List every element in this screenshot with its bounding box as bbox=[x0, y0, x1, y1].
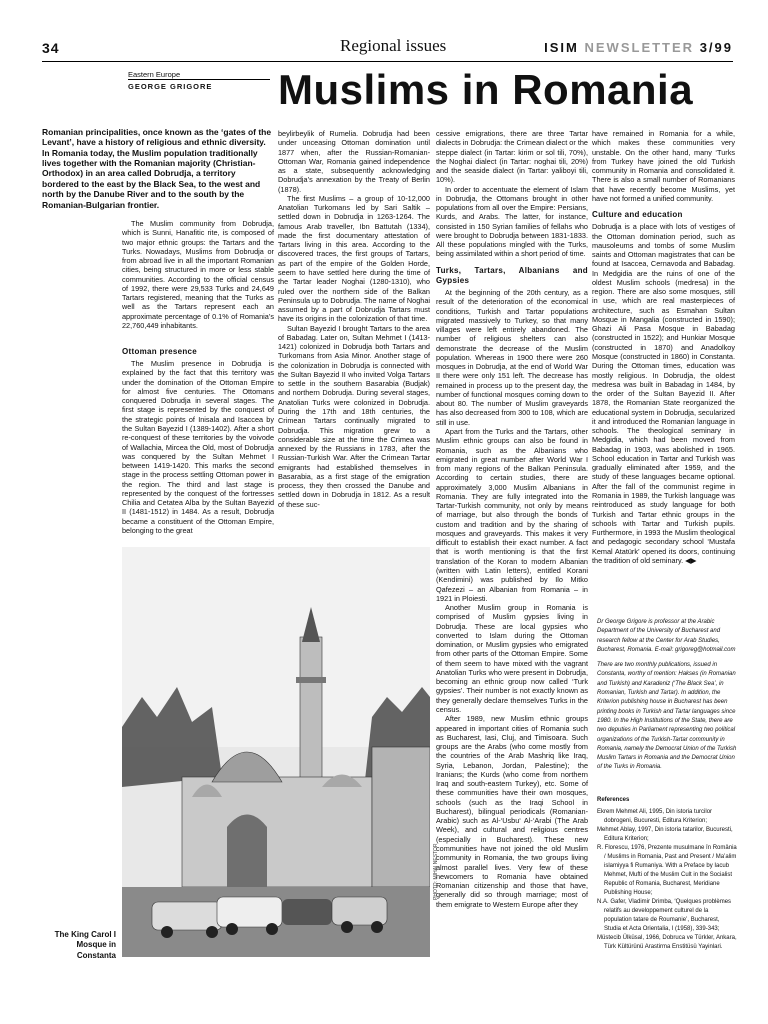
region-label: Eastern Europe bbox=[128, 70, 270, 80]
reference-item: Müstecib Ülküsal, 1966, Dobruca ve Türkler, Ankara, Türk Kültürünü Arastirma Enstitüsü Yayinlari. bbox=[597, 935, 737, 950]
paragraph: cessive emigrations, there are three Tartar dialects in Dobrudja: the Crimean dialect or the steppe dialect (in Tartar: kirim or sol tili, 70%), the Noghai dialect (in Tartar: noghai tili, 20%) and the seaside dialect (in Tartar: yaliboyi tili, 10%). bbox=[436, 129, 588, 185]
photo-caption: The King Carol I Mosque in Constanta bbox=[54, 930, 116, 960]
references-heading: References bbox=[597, 797, 630, 803]
column-4 bbox=[592, 129, 735, 565]
author-name: GEORGE GRIGORE bbox=[128, 82, 213, 91]
photo-credit: PHOTO: MIHAI NESTOR bbox=[433, 843, 439, 900]
heading-culture: Culture and education bbox=[592, 210, 683, 220]
heading-turks-tartars: Turks, Tartars, Albanians and Gypsies bbox=[436, 265, 588, 285]
article-title: Muslims in Romania bbox=[278, 66, 694, 113]
column-1-bottom bbox=[122, 340, 274, 535]
author-bio bbox=[597, 618, 737, 779]
paragraph: In order to accentuate the element of Islam in Dobrudja, the Ottomans brought in other populations from all over the Empire: Persians, Kurds, and Arabs. The latter, for instance, consisted in 150 Syrian families of fellahs who were brought to Dobrudja between 1831-1833. All these populations mingled with the Turks, being assimilated within a short period of time. bbox=[436, 184, 588, 259]
paragraph: Dobrudja is a place with lots of vestiges of the Ottoman domination period, such as mausoleums and tombs of some Muslim saints and Ottoman magistrates that can be found at Isaccea, Cernavoda and Babadag. In Medgidia are the ruins of one of the oldest Muslim schools (medresa) in the region. There are also some mosques, still in use, which are real masterpieces of architecture, such as Esmahan Sultan Mosque in Mangalia (constructed in 1590); Ghazi Ali Pasa Mosque in Babadag (constructed in 1522); and Hunkiar Mosque (constructed in 1870) and Anadolkoy Mosque (constructed in 1860) in Constanta. During the Ottoman times, education was mostly religious. In Dobrudja, the oldest medresa was built in Babadag in 1484, by the order of the Sultan Bayezid II. After 1878, the Romanian State reorganized the educational system in Dobrudja, secularized it and introduced the Romanian language in schools. The theological seminary in Medgidia, which had been moved from Babadag in 1903, was abolished in 1965. School education in Tartar and Turkish was gradually eliminated after 1959, and the study of these languages became optional. After the fall of the communist regime in Romania in 1989, the Turkish language was reintroduced as study language for both Turkish and Tartar ethnic groups in the schools with Tartar and Turkish pupils. Furthermore, in 1993 the Muslim theological and pedagogic secondary school ‘Mustafa Kemal Atatürk’ opened its doors, continuing the tradition of old seminary. ◀▶ bbox=[592, 222, 735, 565]
paragraph: Another Muslim group in Romania is comprised of Muslim gypsies living in Dobrudja. These are local gypsies who converted to Islam during the Ottoman domination, or Muslim gypsies who emigrated from other parts of the Ottoman Empire. Some of them seem to have mixed with the vagrant Anatolian Turks who were present in Dobrudja, becoming an ethnic group now called ‘Turk gypsies’. Their number is not exactly known as they generally declare themselves Turks in the census. bbox=[436, 603, 588, 714]
masthead-newsletter: NEWSLETTER bbox=[584, 40, 695, 55]
reference-item: N.A. Gafer, Vladimir Drimba, ‘Quelques problèmes relatifs au developpement culturel de la population tatare de Roumanie’, Bucharest, Studia et Acta Orientalia, I (1958), 339-343; bbox=[597, 899, 732, 932]
masthead-issue: 3/99 bbox=[699, 40, 733, 55]
bio-paragraph: Dr George Grigore is professor at the Arabic Department of the University of Bucharest and research fellow at the Center for Arab Studies, Bucharest, Romania. E-mail: grigoreg@hotmail.com bbox=[597, 619, 736, 653]
page-number: 34 bbox=[42, 40, 60, 56]
paragraph: have remained in Romania for a while, which makes these communities very unstable. On the other hand, many ‘Turks from Turkey have joined the old Turkish community in Romania and consolidated it. There is also a small number of Romanians that have recently become Muslims, yet have not formed a unified community. bbox=[592, 129, 735, 203]
paragraph: The first Muslims – a group of 10-12,000 Anatolian Turkomans led by Sari Saltik – settled down in Dobrudja in 1263-1264. The famous Arab traveller, Ibn Battutah (1334), made the first documentary attestation of Tartars living in this area. According to the discovered traces, the first groups of Tartars, as part of the empire of the Golden Horde, seem to have settled here during the time of the Tartar leader Noghai (1280-1310), who ruled over the northern side of the Balkan Peninsula up to Dobrudja. The name of Noghai assumed by a part of Dobrudja Tartars must have its origins in the colonization of that time. bbox=[278, 193, 430, 324]
header-rule bbox=[42, 61, 733, 62]
column-2 bbox=[278, 129, 430, 509]
paragraph: The Muslim presence in Dobrudja is explained by the fact that this territory was under the domination of the Ottoman Empire for almost five centuries. The Ottomans conquered Dobrudja in several stages. The first stage is represented by the conquest of the strategic points of Inisala and Isaccea by the Sultan Bayezid I (1389-1402). After a short re-conquest of these territories by the voivode of Wallachia, Mircea the Old, most of Dobrudja was conquered by the Sultan Mehmet I between 1419-1420. This marks the second stage in the process settling Ottoman power in the region. The third and last stage is represented by the conquest of the fortresses Chilia and Cetatea Alba by the Sultan Bayezid II (1481-1512) in 1484. As a result, Dobrudja became a constituent of the Ottoman Empire, belonging to the great bbox=[122, 359, 274, 535]
paragraph: Sultan Bayezid I brought Tartars to the area of Babadag. Later on, Sultan Mehmet I (1413-1421) colonized in Dobrudja both Tartars and Turkomans from Asia Minor. Another stage of the colonization in Dobrudja is connected with the Sultan Bayezid II who invited Volga Tartars to settle in the southern Basarabia (Budjak) and northern Dobrudja. During several stages, Anatolian Turks were colonized in Dobrudja. During the 17th and 18th centuries, the Crimean Tartars continually migrated to Dobrudja. This migration grew to a considerable size at the time the Crimea was annexed by the Russians in 1783, after the Russian-Turkish War. After the Crimean Tartar emigrants had established themselves in Basarabia, as a first stage of the emigration process, they then crossed the Danube and settled down in Dobrudja in 1812. As a result of these suc- bbox=[278, 323, 430, 509]
reference-item: Ekrem Mehmet Ali, 1995, Din istoria turcilor dobrogeni, Bucuresti, Editura Kriterion; bbox=[597, 809, 713, 824]
masthead-isim: ISIM bbox=[544, 40, 579, 55]
references-list bbox=[597, 808, 737, 952]
paragraph: beylirbeylik of Rumelia. Dobrudja had been under unceasing Ottoman domination until 1877 when, after the Russian-Romanian-Ottoman War, Romania gained independence as a state, subsequently acknowledging Dobrudja’s annexation by the Treaty of Berlin (1878). bbox=[278, 129, 430, 194]
reference-item: Mehmet Ablay, 1997, Din istoria tatarilor, Bucuresti, Editura Kriterion; bbox=[597, 827, 733, 842]
paragraph: After 1989, new Muslim ethnic groups appeared in important cities of Romania such as Bucharest, Iasi, Cluj, and Timisoara. Such groups are the Arabs (who come mostly from the countries of the Arab Mashriq like Iraq, Syria, Lebanon, Jordan, Palestine); the Iranians; the Kurds (who come from northern Iraq and south-eastern Turkey), etc. Some of these communities have their own mosques, schools (such as the Iraqi School in Bucharest), bilingual periodicals (Romanian-Arabic) such as Al-‘Usbu‘ Al-‘Arabi (The Arab Week), and cultural and religious centres (especially in Bucharest). These new communities have not joined the old Muslim community in Romania, the two groups living almost parallel lives. Very few of these newcomers to Romania have obtained Romanian citizenship and those that have, generally did so through marriage; most of them emigrate to Western Europe after they bbox=[436, 714, 588, 909]
paragraph: Apart from the Turks and the Tartars, other Muslim ethnic groups can also be found in Romania, such as the Albanians who emigrated in great number after World War I from many regions of the Balkan Peninsula. According to certain studies, there are approximately 3,000 Muslim Albanians in Romania. They are fully integrated into the Tartar-Turkish community, not only by means of marriage, but also through the bonds of custom and tradition and by the sharing of mosques and graveyards. This makes it very difficult to establish their exact number. A fact that is worth mentioning is that the first translation of the Koran to modern Albanian (written with Latin letters), entitled Korani (Kendimini) was published by Ilo Mitko Qafezezi – an Albanian from Romania – in 1921 in Ploiesti. bbox=[436, 427, 588, 603]
heading-ottoman: Ottoman presence bbox=[122, 347, 198, 356]
paragraph: At the beginning of the 20th century, as a result of the deterioration of the economical conditions, Turkish and Tartar populations migrated massively to Turkey, so that many villages were left entirely abandoned. The number of religious shelters can also demonstrate the decrease of the Muslim population. Whereas in 1900 there were 260 mosques in Dobrudja, at the end of World War II there were only 151 left. The decrease has remained in process up to the present day, the number of functional mosques coming down to about 80. The number of Muslim graveyards has also decreased from 300 to 108, which are still in use. bbox=[436, 288, 588, 427]
lead-paragraph: Romanian principalities, once known as the ‘gates of the Levant’, have a history of religious and ethnic diversity. In Romania today, the Muslim population traditionally lives together with the Romanian majority (Christian-Orthodox) in an area called Dobrudja, a territory bordered to the east by the Black Sea, to the west and north by the Danube River and to the south by the Romanian-Bulgarian frontier. bbox=[42, 127, 272, 210]
paragraph: The Muslim community from Dobrudja, which is Sunni, Hanafitic rite, is composed of two major ethnic groups: the Tartars and the Turks. Nowadays, Muslims from Dobrudja or from abroad live in all the important Romanian cities, being structured in more or less stable communities. According to the official census of 1992, there were 29,533 Turks and 24,649 Tartars registered, meaning that the Turks as well as the Tartars represent each an approximate percentage of 0.1% of Romania’s 22,760,449 inhabitants. bbox=[122, 219, 274, 330]
reference-item: R. Florescu, 1976, Prezente musulmane în România / Muslims in Romania, Past and Present / Ma’alim islamiyya fi Rumaniya. With a Preface by Iacub Mehmet, Mufti of the Muslim Cult in the Socialist Republic of Romania, Bucharest, Meridiane Publishing House; bbox=[597, 845, 737, 896]
mosque-photo bbox=[122, 547, 430, 957]
column-1-top bbox=[122, 219, 274, 330]
note-paragraph: There are two monthly publications, issued in Constanta, worthy of mention: Hakses (in Romanian and Turkish) and Karadeniz (‘The Black Sea’, in Romanian, Turkish and Tartar). In addition, the Kriterion publishing house in Bucharest has been printing books in Turkish and Tartar languages since 1980. In the High Institutions of the State, there are two deputies in Parliament representing two political organizations of the Turkish-Tartar community in Romania, namely the Democrat Union of the Turkish Muslim Tartars in Romania and the Democrat Union of the Turks in Romania. bbox=[597, 662, 737, 771]
column-3 bbox=[436, 129, 588, 909]
mosque-illustration bbox=[122, 547, 430, 957]
masthead bbox=[544, 40, 733, 55]
section-title: Regional issues bbox=[340, 36, 447, 55]
